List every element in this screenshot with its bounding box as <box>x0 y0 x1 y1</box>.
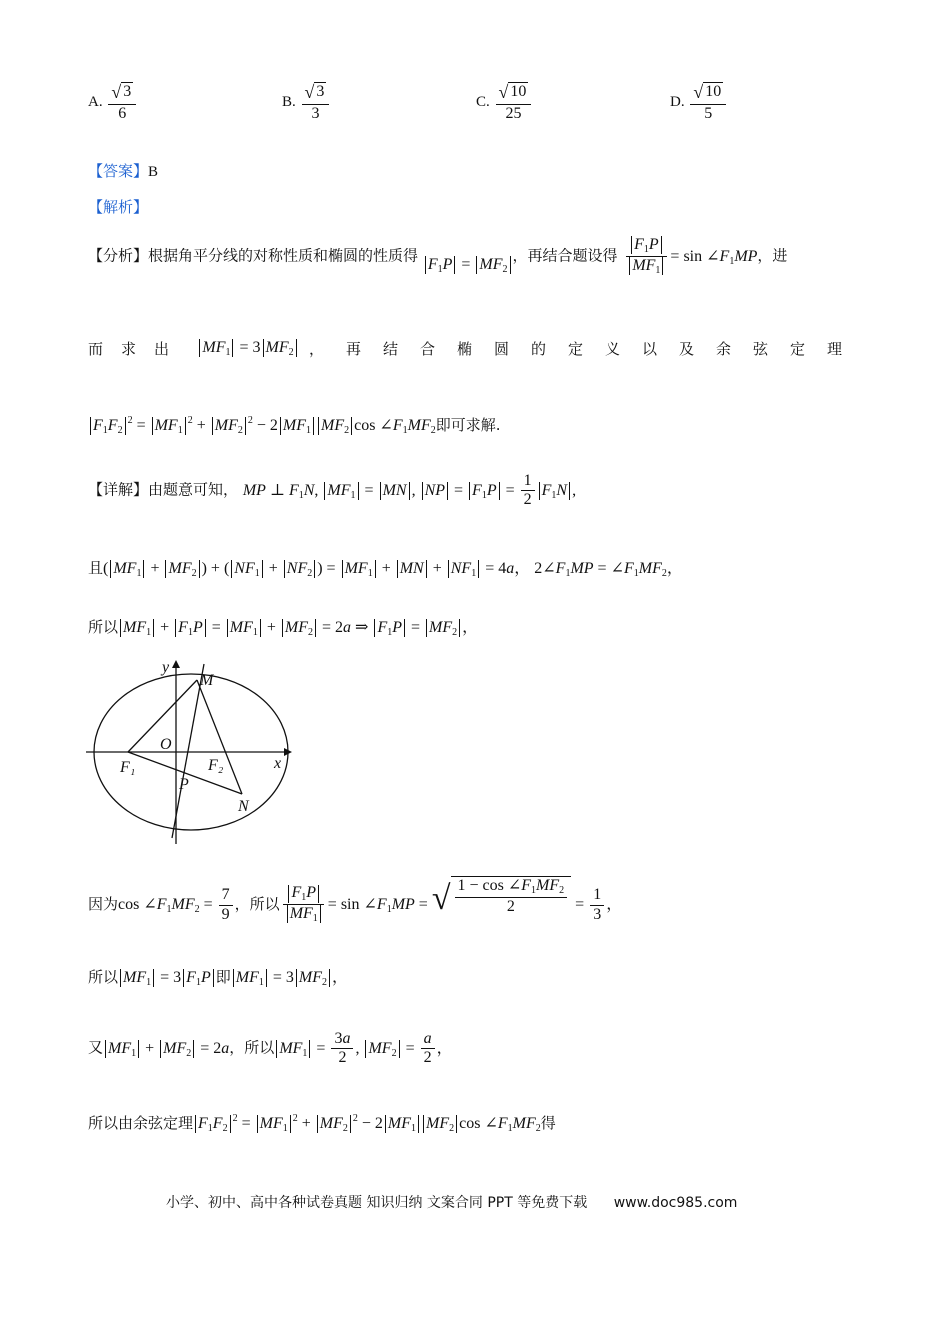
label-f2: F₂ <box>208 757 224 774</box>
formula-f1p-eq-mf2: $F_1P = MF_2$ <box>423 256 513 275</box>
formula-cosine-law-2: $F_1F_2^2 = MF_1^2 + MF_2^2 - 2$ $MF_1$ $MF_2$ $\cos \angle F_1MF_2$ <box>193 1115 541 1132</box>
option-c-fraction: √ 10 25 <box>496 82 532 123</box>
xiangjie-line-2 <box>88 555 683 579</box>
xiangjie-ji: 即 <box>215 968 231 986</box>
option-a-numerator: 3 <box>123 83 132 100</box>
option-d-fraction: √ 10 5 <box>690 82 726 123</box>
answer-tag: 【答案】 <box>88 162 149 180</box>
xiangjie-yinwei: 因为 <box>88 894 119 913</box>
formula-mf1-mf2-2a: $MF_1 + MF_2 = 2a$ <box>103 1040 229 1057</box>
option-c-label: C. <box>476 94 490 111</box>
option-a-fraction: √ 3 6 <box>108 82 136 123</box>
formula-mf1-3mf2: $MF_1 = 3$ $MF_2$ ， <box>231 969 348 986</box>
fenxi-line-1 <box>88 236 787 276</box>
option-c-denominator: 25 <box>505 104 522 122</box>
fenxi-text-5: ，再结合椭圆的定义以及余弦定理 <box>308 340 864 358</box>
fenxi-text-4: 而求出 <box>88 340 188 358</box>
line-m-n <box>197 680 242 794</box>
option-b <box>282 82 331 123</box>
formula-half-angle: = $\sin \angle F_1MP$ = √ $\frac{1 - \cos \angle F_1MF_2}{2}$ = $\frac{1}{3}$ ， <box>327 877 623 923</box>
xiangjie-text-1: 由题意可知， <box>148 480 239 499</box>
fenxi-tag: 【分析】 <box>88 246 149 265</box>
footer-left-text: 小学、初中、高中各种试卷真题 知识归纳 文案合同 PPT 等免费下载 <box>166 1195 588 1211</box>
fenxi-text-6: 即可求解. <box>435 416 501 434</box>
option-c-numerator: 10 <box>510 83 527 100</box>
option-d <box>670 82 728 123</box>
fenxi-line-2 <box>88 338 864 359</box>
formula-mf1-mf2-values: $MF_1$ = $\frac{3a}{2}$ , $MF_2$ = $\frac{a}{2}$ ， <box>274 1040 452 1057</box>
formula-ratio-2: $\frac{F_1P}{MF_1}$ <box>282 884 326 924</box>
label-p: P <box>179 776 189 793</box>
xiangjie-suoyi: 所以 <box>88 618 119 636</box>
y-axis-arrow <box>172 660 180 668</box>
label-m: M <box>200 672 214 689</box>
formula-mf1-eq-3mf2: $MF_1 = 3$ $MF_2$ <box>197 339 298 358</box>
formula-sum-4a: ( $MF_1 + MF_2$ ) + ( $NF_1 + NF_2$ ) = $MF_1$ + MN + $NF_1 = 4a$， $2\angle F_1MP$ = $\angle F_1MF_2$， <box>103 560 683 579</box>
option-b-fraction: √ 3 3 <box>302 82 330 123</box>
xiangjie-qie: 且 <box>88 559 104 577</box>
xiangjie-line-3 <box>88 614 478 638</box>
label-n: N <box>238 798 249 815</box>
analysis-tag: 【解析】 <box>88 198 149 216</box>
xiangjie-suoyi-3: 所以 <box>88 968 119 986</box>
formula-sum-2a: $MF_1 + F_1P = MF_1 + MF_2 = 2a$ ⇒ $F_1P = MF_2$ ， <box>118 619 478 636</box>
xiangjie-suoyi-2: ，所以 <box>234 894 280 913</box>
fenxi-text-3: ，进 <box>757 246 788 265</box>
formula-ratio-f1p-mf1: $\frac{F_1P}{MF_1}$ <box>624 236 668 276</box>
formula-mp-perp: MP ⊥ $F_1N$, $MF_1$ = MN , NP = $F_1P$ = $\frac{1}{2}$ $F_1N$ , <box>242 472 577 509</box>
ellipse-figure <box>86 658 296 848</box>
footer-website[interactable]: www.doc985.com <box>613 1195 738 1211</box>
option-a <box>88 82 138 123</box>
option-d-numerator: 10 <box>705 83 722 100</box>
label-y: y <box>162 659 170 676</box>
option-b-label: B. <box>282 94 296 111</box>
xiangjie-line-4 <box>88 876 622 924</box>
answer-value: B <box>148 164 159 180</box>
xiangjie-line-5 <box>88 964 348 988</box>
option-d-denominator: 5 <box>704 104 713 122</box>
xiangjie-line-7 <box>88 1112 556 1134</box>
label-f1: F₁ <box>120 759 136 776</box>
xiangjie-suoyi-4: ，所以 <box>229 1038 275 1057</box>
formula-sin-f1mp: = $\sin \angle F_1MP$ <box>670 247 758 267</box>
xiangjie-line-1 <box>88 472 576 510</box>
fenxi-text-2: ，再结合题设得 <box>512 246 618 265</box>
label-x: x <box>274 755 282 772</box>
option-c <box>476 82 533 123</box>
option-d-label: D. <box>670 94 685 111</box>
xiangjie-yuxian: 所以由余弦定理 <box>88 1114 194 1132</box>
xiangjie-line-6 <box>88 1030 453 1068</box>
fenxi-text-1: 根据角平分线的对称性质和椭圆的性质得 <box>148 246 419 265</box>
xiangjie-you: 又 <box>88 1038 104 1057</box>
label-o: O <box>160 736 172 753</box>
option-b-denominator: 3 <box>311 104 320 122</box>
page-footer <box>166 1192 737 1212</box>
formula-cosine-law: $F_1F_2^2 = MF_1^2 + MF_2^2 - 2$ $MF_1$ $MF_2$ $\cos \angle F_1MF_2$ <box>88 417 436 434</box>
formula-mf1-3f1p: $MF_1 = 3$ $F_1P$ <box>118 969 216 986</box>
answer-line <box>88 160 158 181</box>
option-b-numerator: 3 <box>316 83 325 100</box>
formula-cos-7-9: $\cos \angle F_1MF_2$ = $\frac{7}{9}$ <box>118 896 235 913</box>
xiangjie-de: 得 <box>540 1114 556 1132</box>
option-a-denominator: 6 <box>118 104 127 122</box>
fenxi-line-3 <box>88 414 501 436</box>
xiangjie-tag: 【详解】 <box>88 480 149 499</box>
option-a-label: A. <box>88 94 103 111</box>
